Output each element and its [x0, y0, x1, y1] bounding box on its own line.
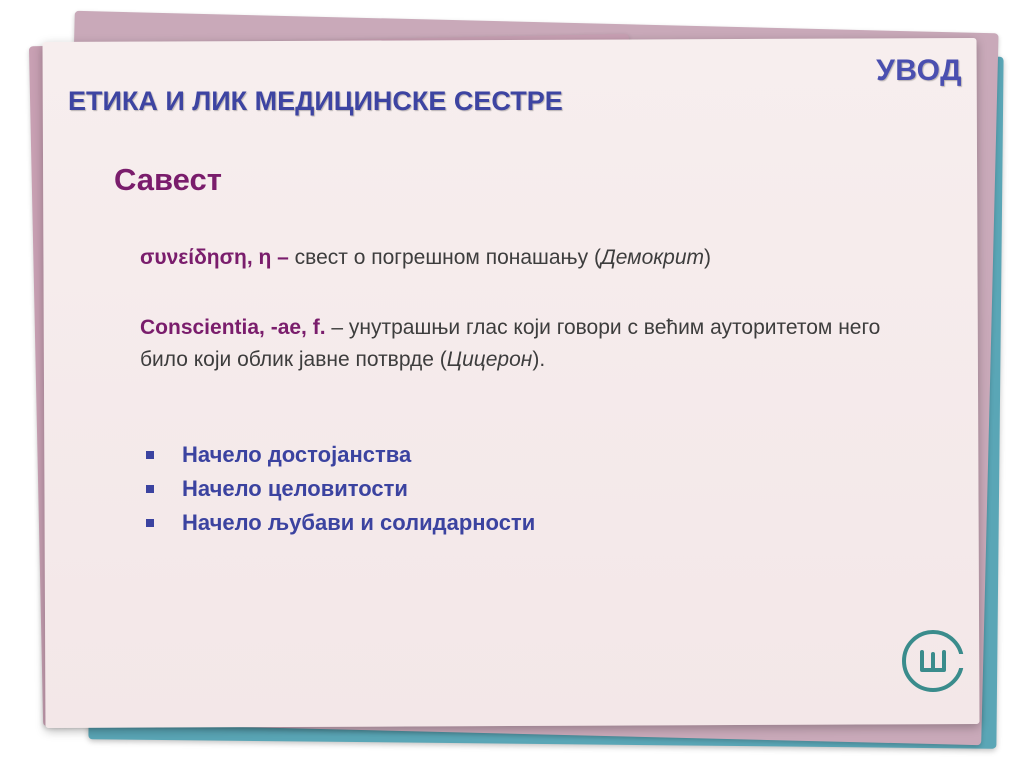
list-item [140, 506, 535, 540]
definition-latin [140, 312, 900, 376]
definition-text: свест о погрешном понашању ( [288, 246, 601, 269]
slide-card [43, 38, 980, 728]
definition-greek [140, 242, 900, 274]
definition-text: – унутрашњи глас који говори с већим ауторитетом него било који облик јавне потврде ( [140, 316, 881, 371]
square-bullet-icon [146, 451, 154, 459]
square-bullet-icon [146, 485, 154, 493]
slide-subtitle: Савест [114, 162, 222, 197]
definition-end: ). [532, 348, 546, 371]
publisher-logo-icon [900, 628, 966, 694]
definition-term: συνείδηση, η – [140, 246, 289, 269]
list-item-label: Начело целовитости [182, 476, 408, 501]
list-item [140, 472, 535, 506]
list-item-label: Начело достојанства [182, 442, 412, 467]
square-bullet-icon [146, 519, 154, 527]
list-item [140, 438, 535, 472]
definition-end: ) [704, 246, 712, 269]
list-item-label: Начело љубави и солидарности [182, 510, 536, 535]
definition-source: Цицерон [446, 348, 533, 371]
principles-list [140, 438, 535, 540]
definition-source: Демокрит [600, 246, 705, 269]
section-label: УВОД [876, 54, 962, 87]
definition-term: Conscientia, -ae, f. [140, 316, 326, 339]
page-title: ЕТИКА И ЛИК МЕДИЦИНСКЕ СЕСТРЕ [68, 86, 563, 116]
